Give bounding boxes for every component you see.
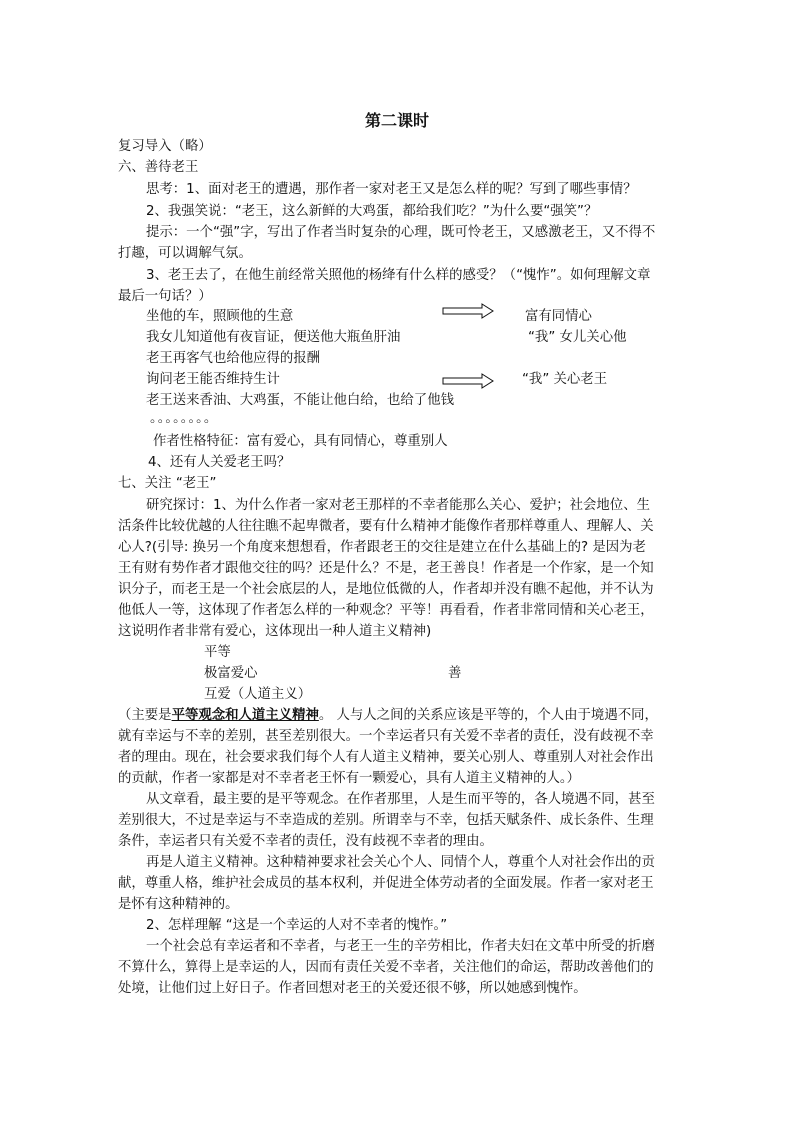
text-line: 研究探讨：1、为什么作者一家对老王那样的不幸者能那么关心、爱护；社会地位、生 bbox=[146, 498, 650, 513]
text-span: 。 人与人之间的关系应该是平等的，个人由于境遇不同， bbox=[318, 708, 658, 723]
text-line: 善 bbox=[448, 666, 462, 681]
text-line: 他低人一等，这体现了作者怎么样的一种观念？平等！再看看，作者非常同情和关心老王， bbox=[118, 603, 654, 618]
right-arrow-icon bbox=[442, 373, 494, 389]
text-line: 4、还有人关爱老王吗？ bbox=[148, 455, 291, 470]
text-line bbox=[118, 706, 658, 726]
text-line: 打趣，可以调解气氛。 bbox=[118, 246, 252, 261]
text-line: 最后一句话？） bbox=[118, 289, 212, 304]
section-heading: 六、善待老王 bbox=[118, 160, 199, 175]
text-line: 从文章看，最主要的是平等观念。在作者那里，人是生而平等的，各人境遇不同，甚至 bbox=[146, 792, 655, 807]
text-line: 活条件比较优越的人往往瞧不起卑微者，要有什么精神才能像作者那样尊重人、理解人、关 bbox=[118, 519, 654, 534]
text-line: 老王送来香油、大鸡蛋，不能让他白给，也给了他钱 bbox=[146, 393, 454, 408]
text-line: 识分子，而老王是一个社会底层的人，是地位低微的人，作者却并没有瞧不起他，并不认为 bbox=[118, 582, 654, 597]
text-line: 平等 bbox=[204, 645, 231, 660]
text-line: “我” 女儿关心他 bbox=[528, 330, 627, 345]
text-line: 处境，让他们过上好日子。作者回想对老王的关爱还很不够，所以她感到愧怍。 bbox=[118, 981, 587, 996]
text-line: 差别很大，不过是幸运与不幸造成的差别。所谓幸与不幸，包括天赋条件、成长条件、生理 bbox=[118, 813, 654, 828]
text-line: 就有幸运与不幸的差别，甚至差别很大。一个幸运者只有关爱不幸者的责任，没有歧视不幸 bbox=[118, 729, 654, 744]
text-line: 我女儿知道他有夜盲证，便送他大瓶鱼肝油 bbox=[146, 330, 401, 345]
text-line: 是怀有这种精神的。 bbox=[118, 897, 239, 912]
text-line: 献，尊重人格，维护社会成员的基本权利，并促进全体劳动者的全面发展。作者一家对老王 bbox=[118, 876, 654, 891]
text-line: 3、老王去了，在他生前经常关照他的杨绛有什么样的感受？（“愧怍”。如何理解文章 bbox=[146, 268, 651, 283]
text-line: 询问老王能否维持生计 bbox=[146, 372, 280, 387]
text-line: 2、我强笑说：“老王，这么新鲜的大鸡蛋，都给我们吃？”为什么要“强笑”？ bbox=[146, 204, 598, 219]
emphasis-text: 平等观念和人道主义精神 bbox=[171, 708, 319, 723]
text-line: 2、怎样理解 “这是一个幸运的人对不幸者的愧怍。” bbox=[146, 918, 448, 933]
text-line: 这说明作者非常有爱心，这体现出一种人道主义精神) bbox=[118, 624, 432, 639]
text-line: 王有财有势作者才跟他交往的吗？还是什么？不是，老王善良！作者是一个作家，是一个知 bbox=[118, 561, 654, 576]
text-line: 。。。。。。。。 bbox=[150, 411, 219, 426]
text-line: 互爱（人道主义） bbox=[204, 687, 312, 702]
right-arrow-icon bbox=[442, 303, 494, 319]
text-line: 老王再客气也给他应得的报酬 bbox=[146, 351, 321, 366]
text-line: 条件，幸运者只有关爱不幸者的责任，没有歧视不幸者的理由。 bbox=[118, 834, 493, 849]
text-line: 的贡献，作者一家都是对不幸者老王怀有一颗爱心，具有人道主义精神的人。） bbox=[118, 771, 580, 786]
text-line: 复习导入（略） bbox=[118, 139, 212, 154]
text-span: （主要是 bbox=[118, 708, 172, 723]
text-line: 心人?(引导: 换另一个角度来想想看，作者跟老王的交往是建立在什么基础上的? 是因为老 bbox=[118, 540, 646, 555]
text-line: 极富爱心 bbox=[204, 666, 258, 681]
text-line: 坐他的车，照顾他的生意 bbox=[146, 309, 294, 324]
text-line: “我” 关心老王 bbox=[522, 372, 608, 387]
text-line: 再是人道主义精神。这种精神要求社会关心个人、同情个人，尊重个人对社会作出的贡 bbox=[146, 855, 655, 870]
text-line: 不算什么，算得上是幸运的人，因而有责任关爱不幸者，关注他们的命运，帮助改善他们的 bbox=[118, 960, 654, 975]
text-line: 一个社会总有幸运者和不幸者，与老王一生的辛劳相比，作者夫妇在文革中所受的折磨 bbox=[146, 939, 655, 954]
text-line: 富有同情心 bbox=[525, 309, 592, 324]
section-heading: 七、关注 “老王” bbox=[118, 476, 217, 491]
text-line: 者的理由。现在，社会要求我们每个人有人道主义精神，要关心别人、尊重别人对社会作出 bbox=[118, 750, 654, 765]
text-line: 思考：1、面对老王的遭遇，那作者一家对老王又是怎么样的呢？写到了哪些事情？ bbox=[146, 182, 637, 197]
page-title: 第二课时 bbox=[364, 111, 429, 130]
text-line: 作者性格特征：富有爱心，具有同情心，尊重别人 bbox=[153, 434, 448, 449]
text-line: 提示：一个“强”字，写出了作者当时复杂的心理，既可怜老王，又感激老王，又不得不 bbox=[146, 225, 656, 240]
